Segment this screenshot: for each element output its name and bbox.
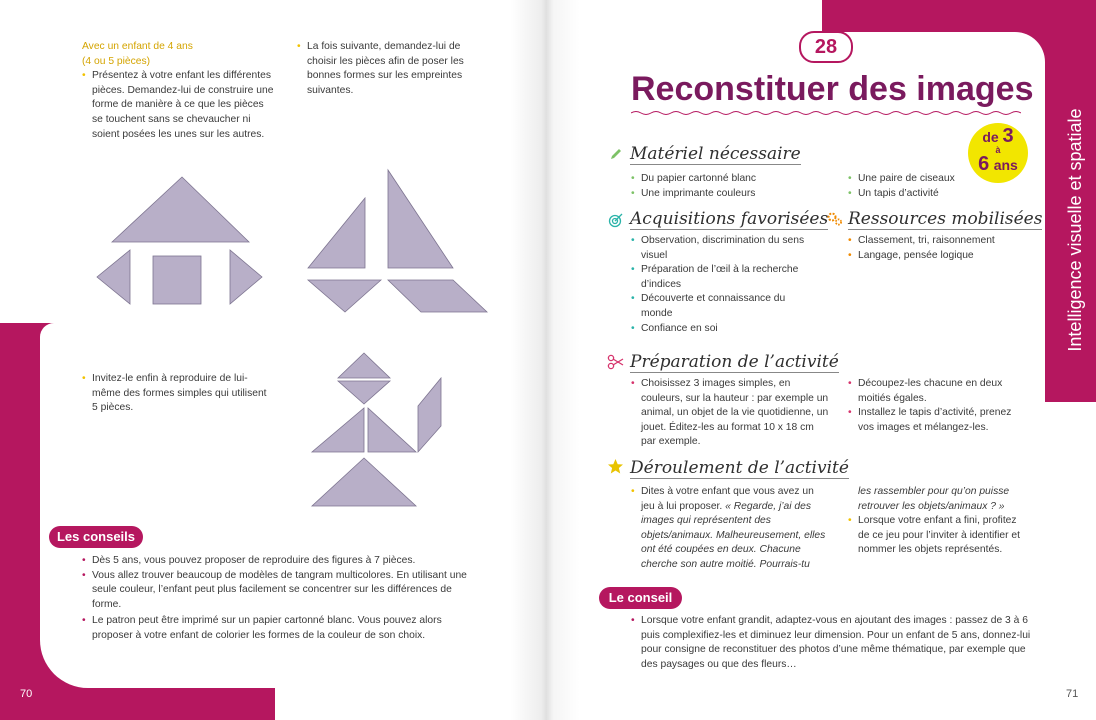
invite-bullet: • Invitez-le enfin à reproduire de lui-même des formes simples qui utilisent 5 pièces.	[82, 372, 267, 416]
acquisition-item-1: • Observation, discrimination du sens visuel	[631, 234, 821, 263]
preparation-item-3: • Installez le tapis d’activité, prenez vos images et mélangez-les.	[848, 406, 1028, 435]
acquisitions-heading: Acquisitions favorisées	[630, 209, 829, 229]
materiel-item-1: • Du papier cartonné blanc	[631, 172, 831, 187]
materiel-item-2: • Une imprimante couleurs	[631, 187, 831, 202]
deroulement-p1-normal: Dites à votre enfant que vous avez un jeu à lui proposer.	[641, 486, 814, 512]
preparation-item-2: • Découpez-les chacune en deux moitiés égales.	[848, 377, 1028, 406]
preparation-item-1: • Choisissez 3 images simples, en couleurs, sur la hauteur : par exemple un animal, un objet de la vie quotidienne, un jouet. Éditez-les au format 10 x 18 cm par exemple.	[631, 377, 831, 450]
deroulement-col2	[848, 485, 1028, 558]
side-tab-label: Intelligence visuelle et spatiale	[1065, 108, 1085, 352]
tip-item-2: • Vous allez trouver beaucoup de modèles de tangram multicolores. En utilisant une seule couleur, l’enfant peut plus facilement se concentrer sur les différences de forme.	[82, 569, 474, 613]
pencil-icon	[609, 147, 623, 161]
right-page-number: 71	[1066, 688, 1079, 700]
star-icon	[607, 458, 624, 475]
tangram-cat-figure	[308, 348, 448, 513]
preparation-col1	[631, 377, 831, 450]
tip-item-1: • Dès 5 ans, vous pouvez proposer de reproduire des figures à 7 pièces.	[82, 554, 474, 569]
ressources-heading: Ressources mobilisées	[848, 209, 1043, 229]
preparation-col2	[848, 377, 1028, 435]
ressource-item-2: • Langage, pensée logique	[848, 249, 1028, 264]
acquisition-item-2: • Préparation de l’œil à la recherche d’indices	[631, 263, 821, 292]
age-a: à	[995, 145, 1001, 155]
title-underline	[631, 110, 1021, 116]
materiel-heading: Matériel nécessaire	[630, 144, 801, 164]
conseil-label: Le conseil	[599, 587, 682, 609]
materiel-col1	[631, 172, 831, 201]
tip-item-3: • Le patron peut être imprimé sur un papier cartonné blanc. Vous pouvez alors proposer à votre enfant de colorier les formes de la couleur de son choix.	[82, 614, 474, 643]
intro-title-line2: (4 ou 5 pièces)	[82, 55, 151, 67]
age-de: de	[982, 129, 999, 145]
acquisition-item-3: • Découverte et connaissance du monde	[631, 292, 791, 321]
target-icon	[608, 212, 624, 228]
deroulement-p2-italic: les rassembler pour qu’on puisse retrouver les objets/animaux ? »	[858, 486, 1010, 512]
age-max: 6	[978, 153, 990, 175]
tips-label: Les conseils	[49, 526, 143, 548]
tangram-boat-figure	[303, 168, 495, 318]
activity-number: 28	[799, 31, 853, 63]
deroulement-item-2: • Lorsque votre enfant a fini, profitez de ce jeu pour l’inviter à identifier et nommer les objets représentés.	[848, 514, 1028, 558]
acquisitions-list	[631, 234, 821, 336]
tips-block	[82, 554, 474, 644]
page-gutter-shadow	[510, 0, 580, 720]
materiel-item-3: • Une paire de ciseaux	[848, 172, 1018, 187]
acquisition-item-4: • Confiance en soi	[631, 322, 821, 337]
page-title: Reconstituer des images	[631, 70, 1034, 108]
deroulement-item-1	[631, 485, 829, 573]
deroulement-heading: Déroulement de l’activité	[630, 458, 849, 478]
next-time-block	[297, 40, 482, 98]
materiel-item-4: • Un tapis d’activité	[848, 187, 1018, 202]
deroulement-p1-italic: « Regarde, j’ai des images qui représentent des objets/animaux. Malheureusement, elles ont été coupées en deux. Chacune cherche son autre moitié. Pourrais-tu	[641, 500, 826, 570]
intro-title-line1: Avec un enfant de 4 ans	[82, 41, 193, 52]
left-page-number: 70	[20, 688, 33, 700]
age-unit: ans	[993, 157, 1018, 173]
materiel-col2	[848, 172, 1018, 201]
conseil-block	[631, 614, 1031, 672]
scissors-icon	[607, 354, 625, 370]
side-tab	[1064, 70, 1086, 390]
age-min: 3	[1002, 125, 1014, 147]
gears-icon	[826, 211, 844, 227]
preparation-heading: Préparation de l’activité	[630, 352, 839, 372]
intro-block	[82, 40, 277, 142]
ressources-list	[848, 234, 1028, 263]
intro-bullet: • Présentez à votre enfant les différentes pièces. Demandez-lui de construire une forme de manière à ce que les pièces se touchent sans se chevaucher ni soient posées les unes sur les autres.	[82, 69, 277, 142]
ressource-item-1: • Classement, tri, raisonnement	[848, 234, 1028, 249]
conseil-text: • Lorsque votre enfant grandit, adaptez-vous en ajoutant des images : passez de 3 à 6 puis complexifiez-les et diminuez leur dimension. Pour un enfant de 5 ans, donnez-lui pour consigne de reconstituer des photos d’une même thématique, par exemple que des paysages ou que des fleurs…	[631, 614, 1031, 672]
deroulement-col1	[631, 485, 829, 573]
tangram-house-figure	[92, 172, 267, 307]
invite-block	[82, 372, 267, 416]
next-time-bullet: • La fois suivante, demandez-lui de choisir les pièces afin de poser les bonnes formes sur les empreintes suivantes.	[297, 40, 482, 98]
